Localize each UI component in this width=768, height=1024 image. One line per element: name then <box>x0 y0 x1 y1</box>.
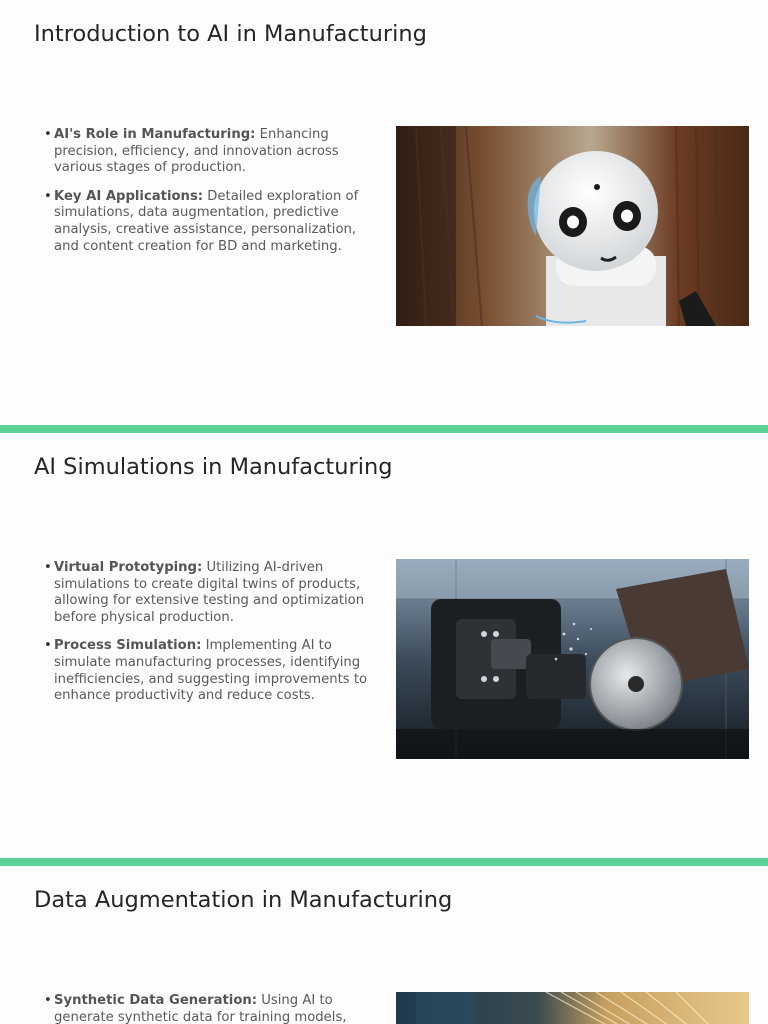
bullet-dot-icon: • <box>44 638 52 654</box>
humanoid-robot-photo <box>396 126 749 326</box>
bullet-item <box>44 560 374 626</box>
slide-divider <box>0 858 768 866</box>
bullet-title: Key AI Applications: <box>54 188 204 204</box>
bullet-dot-icon: • <box>44 993 52 1008</box>
bullet-item <box>44 638 374 704</box>
bullet-text: Detailed exploration of simulations, data augmentation, predictive analysis, creative assistance, personalization, and content creation for BD and marketing. <box>54 188 359 254</box>
cnc-machine-photo <box>396 559 749 759</box>
bullet-title: AI's Role in Manufacturing: <box>54 127 256 142</box>
bullet-list <box>44 560 374 717</box>
bullet-list <box>44 127 374 267</box>
slide-simulations <box>0 433 768 858</box>
bullet-dot-icon: • <box>44 127 52 142</box>
slide-divider <box>0 425 768 433</box>
bullet-text: Implementing AI to simulate manufacturing processes, identifying inefficiencies, and suggesting improvements to enhance productivity and reduce costs. <box>54 638 368 704</box>
bullet-text: Utilizing AI-driven simulations to create digital twins of products, allowing for extensive testing and optimization before physical production. <box>54 560 365 625</box>
bullet-item <box>44 993 374 1024</box>
slide-title: Introduction to AI in Manufacturing <box>34 21 427 47</box>
slide-title: AI Simulations in Manufacturing <box>34 454 393 480</box>
bullet-title: Virtual Prototyping: <box>54 560 203 575</box>
bullet-item <box>44 127 374 177</box>
bullet-list <box>44 993 374 1024</box>
bullet-title: Synthetic Data Generation: <box>54 993 258 1008</box>
slide-intro <box>0 0 768 425</box>
bullet-dot-icon: • <box>44 188 52 204</box>
bullet-title: Process Simulation: <box>54 638 202 654</box>
bullet-dot-icon: • <box>44 560 52 575</box>
bullet-text: Using AI to generate synthetic data for training models, <box>54 993 347 1024</box>
bullet-text: Enhancing precision, efficiency, and innovation across various stages of production. <box>54 127 339 176</box>
slide-data-augmentation <box>0 866 768 1024</box>
slide-title: Data Augmentation in Manufacturing <box>34 887 453 913</box>
light-streaks-photo <box>396 992 749 1024</box>
bullet-item <box>44 189 374 255</box>
